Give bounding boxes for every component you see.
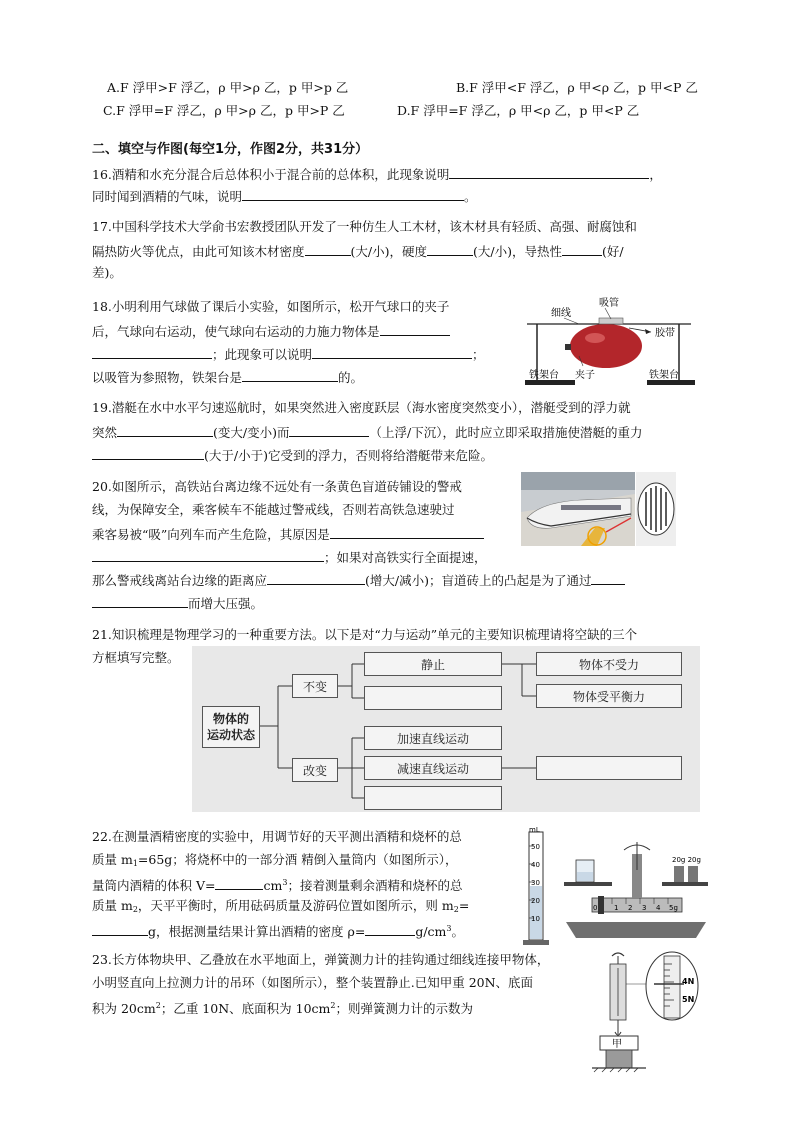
graduated-cylinder	[521, 824, 551, 948]
answer-blank[interactable]	[117, 422, 213, 437]
answer-blank[interactable]	[242, 367, 338, 382]
scale-num: 3	[642, 904, 647, 912]
q18-line2: 后，气球向右运动，使气球向右运动的力施力物体是	[92, 321, 450, 341]
answer-blank[interactable]	[380, 321, 450, 336]
static-box: 静止	[364, 652, 502, 676]
scale-num: 0	[593, 904, 598, 912]
q18-line1: 18.小明利用气球做了课后小实验，如图所示，松开气球口的夹子	[92, 299, 450, 314]
q20-line2: 线，为保障安全，乘客候车不能越过警戒线，否则若高铁急速驶过	[92, 502, 455, 517]
root-box: 物体的 运动状态	[202, 706, 260, 748]
scale-num: 2	[628, 904, 633, 912]
cyl-unit: mL	[529, 826, 540, 834]
q21-line1: 21.知识梳理是物理学习的一种重要方法。以下是对“力与运动”单元的主要知识梳理请将空缺的三个	[92, 627, 638, 642]
q23-line1: 23.长方体物块甲、乙叠放在水平地面上，弹簧测力计的挂钩通过细线连接甲物体，	[92, 952, 550, 967]
accel-box: 加速直线运动	[364, 726, 502, 750]
blank-box-3[interactable]	[536, 756, 682, 780]
answer-blank[interactable]	[92, 344, 212, 359]
thread-label: 细线	[551, 308, 571, 319]
answer-blank[interactable]	[365, 921, 415, 936]
q22-line1: 22.在测量酒精密度的实验中，用调节好的天平测出酒精和烧杯的总	[92, 829, 462, 844]
answer-blank[interactable]	[92, 547, 324, 562]
stand-right-label: 铁架台	[649, 370, 679, 381]
option-c: C.F 浮甲=F 浮乙，ρ 甲>ρ 乙，p 甲>P 乙	[103, 103, 345, 118]
cyl-tick: 40	[531, 861, 540, 869]
q17-line1: 17.中国科学技术大学俞书宏教授团队开发了一种仿生人工木材，该木材具有轻质、高强、耐腐蚀和	[92, 219, 637, 234]
q18-line4: 以吸管为参照物，铁架台是 的。	[92, 367, 363, 387]
q16-line2: 同时闻到酒精的气味，说明 。	[92, 186, 477, 206]
tactile-tile-closeup	[636, 472, 676, 546]
motion-concept-map	[192, 646, 700, 812]
no-force-box: 物体不受力	[536, 652, 682, 676]
cyl-tick: 50	[531, 843, 540, 851]
q20-line5: 那么警戒线离站台边缘的距离应 (增大/减小)；盲道砖上的凸起是为了通过	[92, 570, 625, 590]
decel-box: 减速直线运动	[364, 756, 502, 780]
answer-blank[interactable]	[305, 241, 351, 256]
q20-line1: 20.如图所示，高铁站台离边缘不远处有一条黄色盲道砖铺设的警戒	[92, 479, 462, 494]
q17-line3: 差)。	[92, 265, 122, 280]
answer-blank[interactable]	[591, 570, 625, 585]
q19-line2: 突然 (变大/变小)而 （上浮/下沉），此时应立即采取措施使潜艇的重力	[92, 422, 642, 442]
answer-blank[interactable]	[312, 344, 472, 359]
answer-blank[interactable]	[92, 921, 148, 936]
blank-box-2[interactable]	[364, 786, 502, 810]
q19-line1: 19.潜艇在水中水平匀速巡航时，如果突然进入密度跃层（海水密度突然变小），潜艇受到的浮力就	[92, 400, 631, 415]
option-a: A.F 浮甲>F 浮乙，ρ 甲>ρ 乙，p 甲>p 乙	[107, 80, 349, 95]
answer-blank[interactable]	[330, 524, 484, 539]
stand-left-label: 铁架台	[529, 370, 559, 381]
q22-line2: 质量 $m_1=65g$；将烧杯中的一部分酒 精倒入量筒内（如图所示），	[92, 852, 458, 868]
reading-5n: 5N	[682, 995, 695, 1004]
scale-num: 4	[656, 904, 661, 912]
scale-num: 5g	[669, 904, 678, 912]
q17-line2: 隔热防火等优点，由此可知该木材密度 (大/小)，硬度 (大/小)，导热性 (好/	[92, 241, 624, 261]
train-photo	[521, 472, 635, 546]
q20-line4: ；如果对高铁实行全面提速，	[92, 547, 487, 567]
answer-blank[interactable]	[92, 593, 188, 608]
q22-line4: 质量 $m_2$，天平平衡时，所用砝码质量及游码位置如图所示，则 $m_2=$	[92, 898, 470, 914]
q20-line3: 乘客易被“吸”向列车而产生危险，其原因是	[92, 524, 484, 544]
reading-4n: 4N	[682, 977, 695, 986]
blank-box-1[interactable]	[364, 686, 502, 710]
answer-blank[interactable]	[267, 570, 365, 585]
cyl-tick: 10	[531, 915, 540, 923]
weights-label: 20g 20g	[672, 856, 701, 864]
cyl-tick: 20	[531, 897, 540, 905]
option-d: D.F 浮甲=F 浮乙，ρ 甲<ρ 乙，p 甲<P 乙	[397, 103, 640, 118]
section-title: 二、填空与作图(每空1分，作图2分，共31分）	[92, 142, 369, 157]
q23-line3: 积为 $20cm^2$；乙重 10N、底面积为 $10cm^2$；则弹簧测力计的示数为	[92, 1001, 473, 1016]
spring-scale-figure	[588, 950, 704, 1082]
balloon-figure	[519, 294, 699, 392]
q16-line1: 16.酒精和水充分混合后总体积小于混合前的总体积，此现象说明 ，	[92, 164, 662, 184]
q18-line3: ；此现象可以说明 ；	[92, 344, 485, 364]
q19-line3: (大于/小于)它受到的浮力，否则将给潜艇带来危险。	[92, 445, 493, 465]
answer-blank[interactable]	[427, 241, 473, 256]
straw-label: 吸管	[599, 298, 619, 309]
q22-line3: 量筒内酒精的体积 $V= cm^3$；接着测量剩余酒精和烧杯的总	[92, 874, 462, 895]
clip-label: 夹子	[575, 370, 595, 381]
changed-box: 改变	[292, 758, 338, 782]
unchanged-box: 不变	[292, 674, 338, 698]
answer-blank[interactable]	[289, 422, 369, 437]
balance-scale	[562, 834, 710, 940]
scale-num: 1	[614, 904, 619, 912]
q20-line6: 而增大压强。	[92, 593, 263, 613]
cyl-tick: 30	[531, 879, 540, 887]
answer-blank[interactable]	[562, 241, 602, 256]
answer-blank[interactable]	[215, 875, 263, 890]
balanced-box: 物体受平衡力	[536, 684, 682, 708]
jia-label: 甲	[612, 1039, 622, 1050]
tape-label: 胶带	[655, 328, 675, 339]
q22-line5: g，根据测量结果计算出酒精的密度 $\rho= g/cm^3$。	[92, 920, 464, 941]
answer-blank[interactable]	[242, 186, 464, 201]
q23-line2: 小明竖直向上拉测力计的吊环（如图所示），整个装置静止.已知甲重 20N、底面	[92, 975, 534, 990]
q21-line2: 方框填写完整。	[92, 650, 180, 665]
answer-blank[interactable]	[449, 164, 649, 179]
option-b: B.F 浮甲<F 浮乙，ρ 甲<ρ 乙，p 甲<P 乙	[456, 80, 698, 95]
answer-blank[interactable]	[92, 445, 204, 460]
